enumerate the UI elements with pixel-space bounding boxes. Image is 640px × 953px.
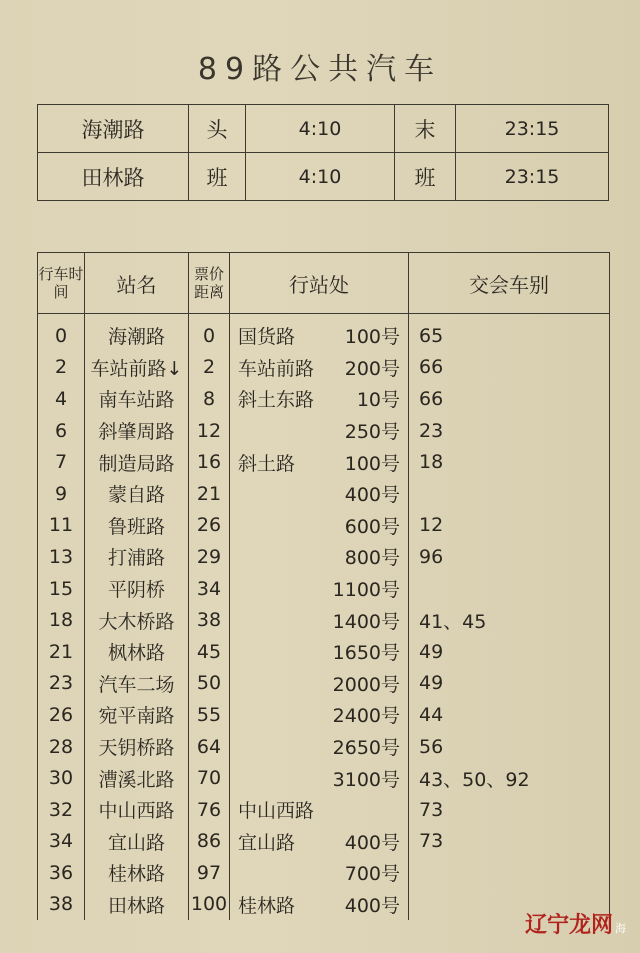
table-row [38,510,610,542]
row-fare: 12 [189,415,230,447]
row-time: 30 [38,762,85,794]
row-time: 38 [38,889,85,921]
row-stop-number: 10号 [356,389,400,412]
row-transfer: 96 [409,541,610,573]
row-time: 11 [38,510,85,542]
row-time: 28 [38,731,85,763]
row-stop-number: 2650号 [332,737,400,760]
row-transfer: 23 [409,415,610,447]
row-station-name: 大木桥路 [85,604,189,636]
row-stop [230,636,409,668]
row-stop-road: 桂林路 [238,894,296,917]
row-station-name: 蒙自路 [85,478,189,510]
row-stop [230,889,409,921]
service-hours-table [37,104,609,201]
row-time: 4 [38,383,85,415]
row-fare: 97 [189,857,230,889]
table-row [38,314,610,352]
row-stop-number: 1100号 [332,579,400,602]
last-time-1: 23:15 [456,105,609,153]
header-stop: 行站处 [230,253,409,314]
row-stop-number: 200号 [344,357,400,380]
row-stop-number: 600号 [344,515,400,538]
row-station-name: 漕溪北路 [85,762,189,794]
row-stop [230,541,409,573]
row-transfer: 12 [409,510,610,542]
row-transfer [409,478,610,510]
row-fare: 86 [189,826,230,858]
row-station-name: 汽车二场 [85,668,189,700]
row-stop-number: 100号 [344,452,400,475]
row-stop [230,857,409,889]
row-station-name: 鲁班路 [85,510,189,542]
table-row [38,636,610,668]
row-fare: 26 [189,510,230,542]
row-station-name: 斜肇周路 [85,415,189,447]
row-stop-road: 中山西路 [238,800,315,823]
row-stop-road: 车站前路 [238,357,315,380]
row-stop [230,383,409,415]
table-row [38,668,610,700]
row-transfer: 44 [409,699,610,731]
row-transfer: 49 [409,668,610,700]
row-fare: 70 [189,762,230,794]
row-station-name: 桂林路 [85,857,189,889]
row-stop-road: 斜土路 [238,452,296,475]
row-stop-number: 250号 [344,421,400,444]
table-row [38,731,610,763]
first-time-1: 4:10 [246,105,395,153]
row-time: 21 [38,636,85,668]
row-transfer: 41、45 [409,604,610,636]
row-time: 0 [38,314,85,352]
table-row [38,826,610,858]
row-stop-road: 国货路 [238,326,296,349]
row-station-name: 天钥桥路 [85,731,189,763]
row-station-name: 宛平南路 [85,699,189,731]
row-transfer: 66 [409,383,610,415]
row-station-name: 制造局路 [85,446,189,478]
row-time: 6 [38,415,85,447]
table-row [38,478,610,510]
row-station-name: 海潮路 [85,314,189,352]
table-row [38,541,610,573]
row-fare: 16 [189,446,230,478]
stops-table [37,252,610,920]
row-stop [230,446,409,478]
first-label-b: 班 [189,153,246,201]
header-name: 站名 [85,253,189,314]
table-row [38,762,610,794]
row-fare: 0 [189,314,230,352]
table-row [38,699,610,731]
table-row [38,604,610,636]
row-stop-number: 1650号 [332,642,400,665]
row-stop [230,415,409,447]
last-time-2: 23:15 [456,153,609,201]
from-station: 海潮路 [38,105,189,153]
row-stop-number: 400号 [344,894,400,917]
row-fare: 38 [189,604,230,636]
row-station-name: 中山西路 [85,794,189,826]
last-label-b: 班 [395,153,456,201]
row-time: 13 [38,541,85,573]
row-station-name: 宜山路 [85,826,189,858]
row-stop [230,699,409,731]
row-stop [230,826,409,858]
table-row [38,383,610,415]
table-row [38,352,610,384]
row-fare: 76 [189,794,230,826]
row-stop [230,762,409,794]
row-stop-number: 2000号 [332,673,400,696]
row-station-name: 南车站路 [85,383,189,415]
first-time-2: 4:10 [246,153,395,201]
row-fare: 8 [189,383,230,415]
row-stop [230,668,409,700]
row-time: 2 [38,352,85,384]
row-station-name: 平阴桥 [85,573,189,605]
row-stop [230,794,409,826]
row-station-name: 田林路 [85,889,189,921]
row-fare: 45 [189,636,230,668]
table-row [38,446,610,478]
row-stop-number: 400号 [344,831,400,854]
row-fare: 34 [189,573,230,605]
row-transfer: 56 [409,731,610,763]
table-row [38,889,610,921]
row-stop [230,352,409,384]
row-transfer: 73 [409,794,610,826]
watermark [525,908,626,939]
to-station: 田林路 [38,153,189,201]
row-station-name: 枫林路 [85,636,189,668]
row-station-name: 车站前路↓ [85,352,189,384]
last-label-a: 末 [395,105,456,153]
first-label-a: 头 [189,105,246,153]
row-stop-number: 100号 [344,326,400,349]
row-stop [230,510,409,542]
row-time: 15 [38,573,85,605]
row-time: 32 [38,794,85,826]
row-transfer: 43、50、92 [409,762,610,794]
row-time: 36 [38,857,85,889]
row-fare: 100 [189,889,230,921]
row-stop [230,604,409,636]
row-time: 9 [38,478,85,510]
row-stop [230,314,409,352]
row-fare: 55 [189,699,230,731]
row-stop-number: 1400号 [332,610,400,633]
row-station-name: 打浦路 [85,541,189,573]
stops-body [38,314,610,921]
row-time: 26 [38,699,85,731]
watermark-text: 辽宁龙网 [524,913,613,938]
row-stop-road: 斜土东路 [238,389,315,412]
table-row [38,857,610,889]
row-time: 7 [38,446,85,478]
row-stop-number: 700号 [344,863,400,886]
table-row [38,573,610,605]
row-transfer: 49 [409,636,610,668]
row-transfer: 65 [409,314,610,352]
header-time: 行车时间 [38,253,85,314]
row-stop-number: 3100号 [332,768,400,791]
row-time: 34 [38,826,85,858]
row-stop-number: 800号 [344,547,400,570]
row-stop-number: 400号 [344,484,400,507]
page-title: 89路公共汽车 [197,52,443,87]
row-time: 18 [38,604,85,636]
table-row [38,794,610,826]
row-fare: 29 [189,541,230,573]
table-row [38,415,610,447]
row-transfer: 18 [409,446,610,478]
row-fare: 2 [189,352,230,384]
row-transfer: 66 [409,352,610,384]
header-transfer: 交会车别 [409,253,610,314]
row-transfer [409,857,610,889]
row-fare: 21 [189,478,230,510]
row-stop [230,478,409,510]
row-fare: 50 [189,668,230,700]
row-time: 23 [38,668,85,700]
watermark-small: 海 [615,922,626,935]
row-stop [230,573,409,605]
row-stop-number: 2400号 [332,705,400,728]
row-stop-road: 宜山路 [238,831,296,854]
row-fare: 64 [189,731,230,763]
row-transfer [409,573,610,605]
row-transfer: 73 [409,826,610,858]
row-stop [230,731,409,763]
header-fare: 票价距离 [189,253,230,314]
